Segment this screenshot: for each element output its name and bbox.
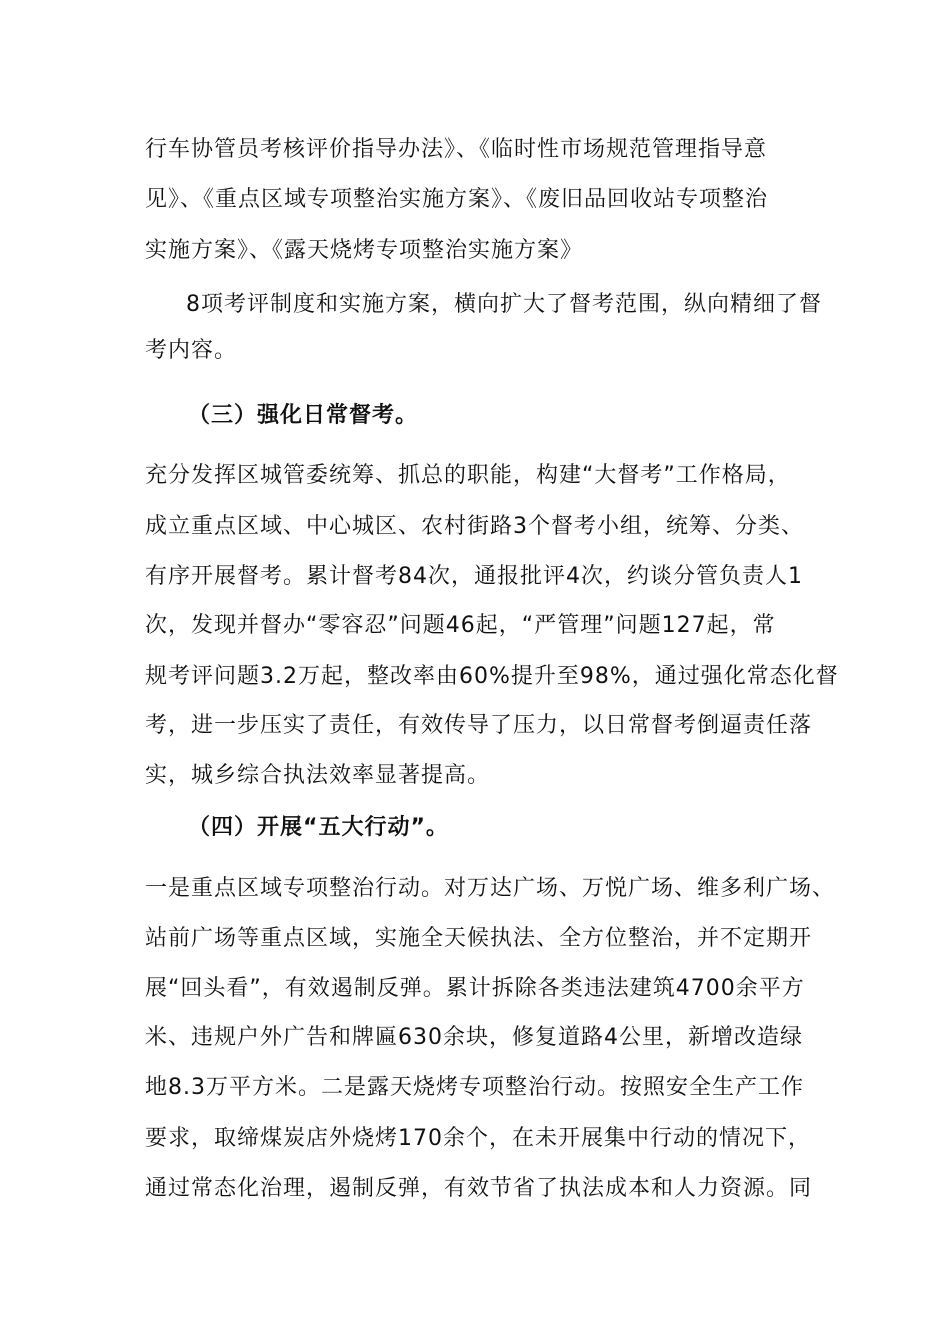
- text-line: 实，城乡综合执法效率显著提高。: [145, 763, 491, 788]
- text-line: 8项考评制度和实施方案，横向扩大了督考范围，纵向精细了督: [186, 292, 822, 317]
- section-heading: （四）开展“五大行动”。: [188, 815, 449, 840]
- text-line: 实施方案》、《露天烧烤专项整治实施方案》: [145, 238, 584, 263]
- text-line: 见》、《重点区域专项整治实施方案》、《废旧品回收站专项整治: [145, 187, 769, 212]
- text-line: 展“回头看”，有效遏制反弹。累计拆除各类违法建筑4700余平方: [145, 976, 805, 1001]
- text-line: 充分发挥区城管委统筹、抓总的职能，构建“大督考”工作格局，: [145, 463, 791, 488]
- text-line: 米、违规户外广告和牌匾630余块，修复道路4公里，新增改造绿: [145, 1025, 803, 1050]
- text-line: 考，进一步压实了责任，有效传导了压力，以日常督考倒逼责任落: [145, 713, 813, 738]
- text-line: 规考评问题3.2万起，整改率由60%提升至98%，通过强化常态化督: [145, 664, 839, 689]
- section-heading: （三）强化日常督考。: [188, 403, 419, 428]
- text-line: 行车协管员考核评价指导办法》、《临时性市场规范管理指导意: [145, 137, 768, 162]
- text-line: 考内容。: [145, 338, 238, 363]
- text-line: 有序开展督考。累计督考84次，通报批评4次，约谈分管负责人1: [145, 564, 803, 589]
- text-line: 站前广场等重点区域，实施全天候执法、全方位整治，并不定期开: [145, 926, 813, 951]
- text-line: 要求，取缔煤炭店外烧烤170余个，在未开展集中行动的情况下，: [145, 1126, 811, 1151]
- text-line: 通过常态化治理，遏制反弹，有效节省了执法成本和人力资源。同: [145, 1176, 813, 1201]
- text-line: 次，发现并督办“零容忍”问题46起，“严管理”问题127起，常: [145, 613, 776, 638]
- text-line: 地8.3万平方米。二是露天烧烤专项整治行动。按照安全生产工作: [145, 1075, 804, 1100]
- text-line: 一是重点区域专项整治行动。对万达广场、万悦广场、维多利广场、: [145, 876, 836, 901]
- text-line: 成立重点区域、中心城区、农村街路3个督考小组，统筹、分类、: [145, 514, 804, 539]
